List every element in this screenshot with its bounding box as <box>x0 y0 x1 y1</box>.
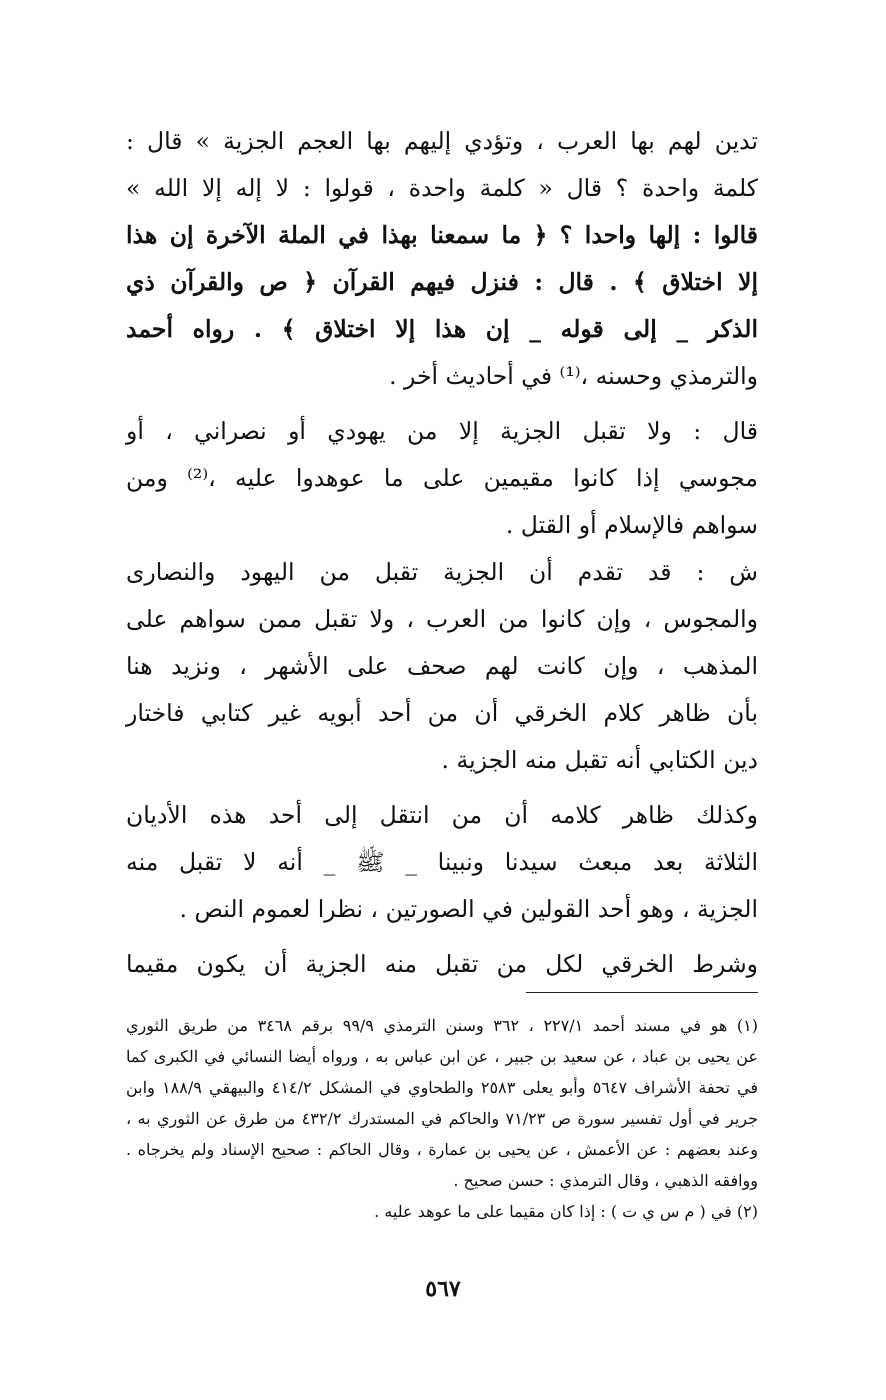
footnote-line: عن يحيى بن عباد ، عن سعيد بن جبير ، عن ابن عباس به ، ورواه أيضا النسائي في الكبرى كما <box>126 1047 758 1066</box>
text-line: دين الكتابي أنه تقبل منه الجزية . <box>441 746 758 774</box>
text-line: المذهب ، وإن كانت لهم صحف على الأشهر ، ونزيد هنا <box>126 652 758 680</box>
page-number: ٥٦٧ <box>425 1276 461 1302</box>
footnote-separator <box>526 992 758 993</box>
footnote-line: (١) هو في مسند أحمد ٢٢٧/١ ، ٣٦٢ وسنن الترمذي ٩٩/٩ برقم ٣٤٦٨ من طريق الثوري <box>126 1016 759 1035</box>
footnotes <box>126 1010 758 1227</box>
footnote-line: ووافقه الذهبي ، وقال الترمذي : حسن صحيح . <box>453 1171 758 1190</box>
text-line: والمجوس ، وإن كانوا من العرب ، ولا تقبل ممن سواهم على <box>126 605 758 633</box>
paragraph-sharh <box>126 549 758 784</box>
text-line: تدين لهم بها العرب ، وتؤدي إليهم بها العجم الجزية » قال : <box>126 127 758 155</box>
text-line: بأن ظاهر كلام الخرقي أن من أحد أبويه غير كتابي فاختار <box>126 699 758 727</box>
footnote-line: جرير في أول تفسير سورة ص ٧١/٢٣ والحاكم في المستدرك ٤٣٢/٢ من طرق عن الثوري به ، <box>126 1109 759 1128</box>
text-line: وشرط الخرقي لكل من تقبل منه الجزية أن يكون مقيما <box>126 950 758 978</box>
footnote-line: في تحفة الأشراف ٥٦٤٧ وأبو يعلى ٢٥٨٣ والطحاوي في المشكل ٤١٤/٢ والبيهقي ١٨٨/٩ وابن <box>126 1078 759 1097</box>
text-line: قال : ولا تقبل الجزية إلا من يهودي أو نصراني ، أو <box>126 417 758 445</box>
text-line: إلا اختلاق ﴾ . قال : فنزل فيهم القرآن ﴿ ص والقرآن ذي <box>126 268 758 296</box>
footnote-line: وعند بعضهم : عن الأعمش ، عن يحيى بن عمارة ، وقال الحاكم : صحيح الإسناد ولم يخرجاه . <box>126 1140 759 1159</box>
footnote-line: (٢) في ( م س ي ت ) : إذا كان مقيما على ما عوهد عليه . <box>374 1202 758 1221</box>
paragraph-condition <box>126 941 758 988</box>
text-line: الثلاثة بعد مبعث سيدنا ونبينا _ ﷺ _ أنه لا تقبل منه <box>126 848 758 876</box>
text-line: والترمذي وحسنه ،⁽¹⁾ في أحاديث أخر . <box>389 362 758 390</box>
paragraph-hadith <box>126 118 758 400</box>
paragraph-matn <box>126 408 758 549</box>
text-line: قالوا : إلها واحدا ؟ ﴿ ما سمعنا بهذا في الملة الآخرة إن هذا <box>126 221 758 249</box>
main-text <box>126 118 758 988</box>
text-line: ش : قد تقدم أن الجزية تقبل من اليهود والنصارى <box>126 558 758 586</box>
paragraph-conversion <box>126 792 758 933</box>
text-line: الجزية ، وهو أحد القولين في الصورتين ، نظرا لعموم النص . <box>179 895 758 923</box>
text-line: سواهم فالإسلام أو القتل . <box>505 511 758 539</box>
text-line: الذكر _ إلى قوله _ إن هذا إلا اختلاق ﴾ . رواه أحمد <box>126 315 758 343</box>
text-line: وكذلك ظاهر كلامه أن من انتقل إلى أحد هذه الأديان <box>126 801 758 829</box>
text-line: مجوسي إذا كانوا مقيمين على ما عوهدوا عليه ،⁽²⁾ ومن <box>126 464 758 492</box>
text-line: كلمة واحدة ؟ قال « كلمة واحدة ، قولوا : لا إله إلا الله » <box>126 174 758 202</box>
